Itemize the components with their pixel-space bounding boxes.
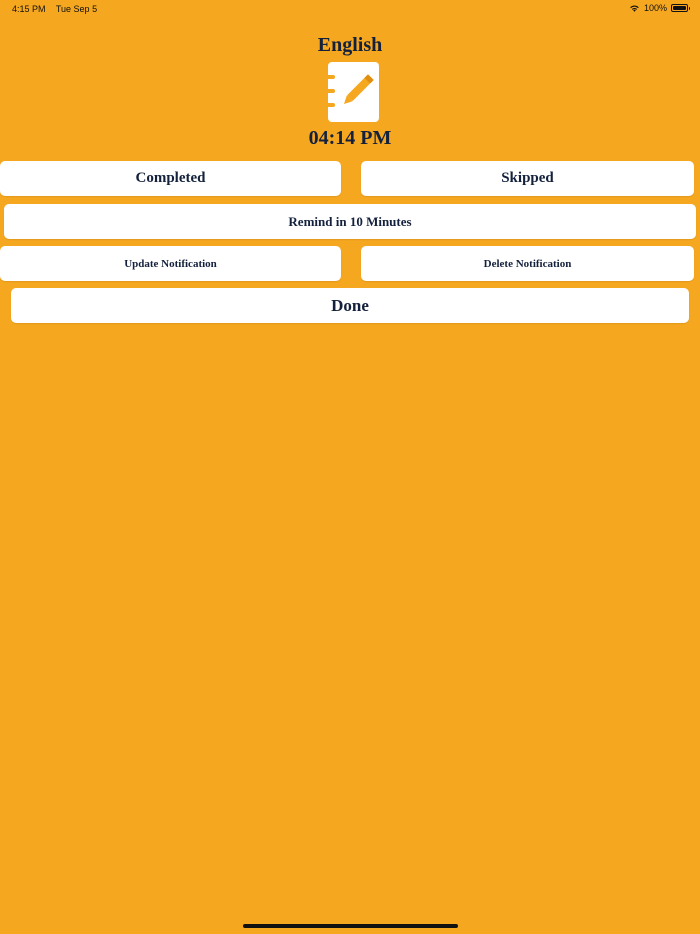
page-title: English (317, 34, 383, 56)
status-bar (0, 0, 700, 18)
done-button[interactable]: Done (11, 288, 689, 323)
home-indicator[interactable] (243, 924, 458, 928)
reminder-time: 04:14 PM (308, 127, 392, 149)
delete-notification-button[interactable]: Delete Notification (361, 246, 694, 281)
battery-icon (671, 4, 688, 12)
notebook-pencil-icon (322, 61, 380, 123)
status-right (629, 3, 688, 13)
status-date: Tue Sep 5 (55, 4, 98, 14)
update-notification-button[interactable]: Update Notification (0, 246, 341, 281)
status-time: 4:15 PM (12, 4, 46, 14)
battery-level (673, 6, 686, 10)
status-left (12, 4, 105, 14)
skipped-button[interactable]: Skipped (361, 161, 694, 196)
battery-percent: 100% (643, 3, 667, 13)
remind-later-button[interactable]: Remind in 10 Minutes (4, 204, 696, 239)
wifi-icon (629, 4, 640, 13)
completed-button[interactable]: Completed (0, 161, 341, 196)
